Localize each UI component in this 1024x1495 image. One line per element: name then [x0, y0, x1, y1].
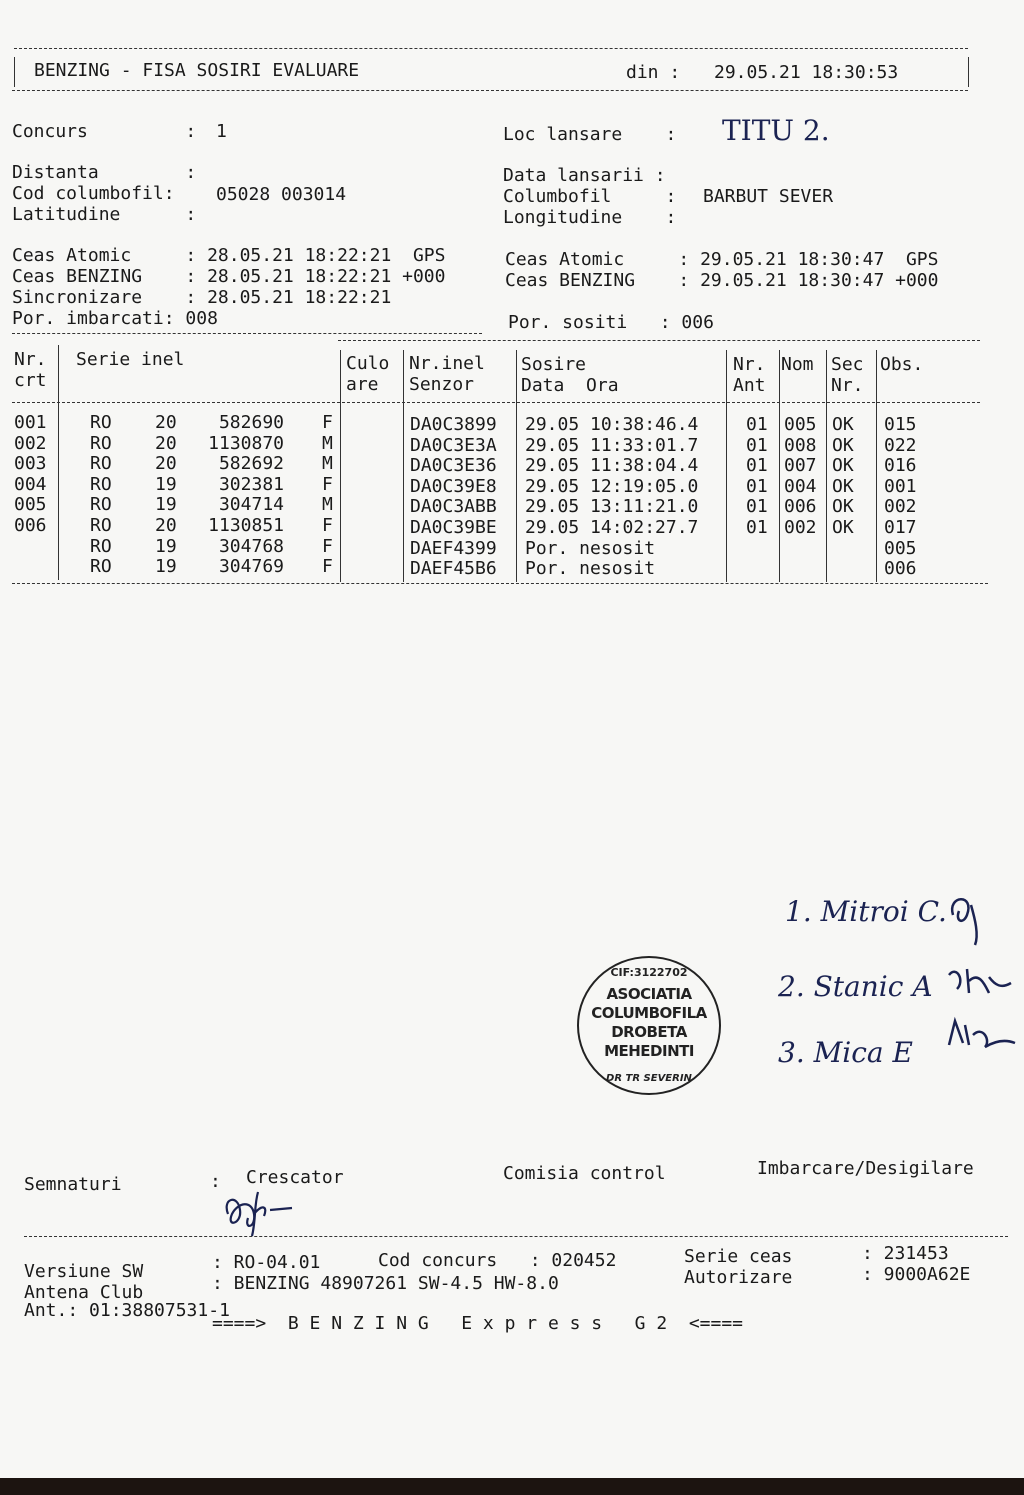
handwritten-entry-1: 1. Mitroi C. [785, 895, 947, 928]
benzing-express-banner: ====> B E N Z I N G E x p r e s s G 2 <==== [212, 1313, 744, 1334]
th-obs: Obs. [880, 354, 924, 375]
right-ceas-benzing: Ceas BENZING : 29.05.21 18:30:47 +000 [505, 270, 939, 291]
comisia-control-label: Comisia control [503, 1163, 666, 1184]
cell-sex: F [322, 556, 333, 578]
cell-nom: 004 [784, 475, 817, 497]
header-right-border [968, 57, 969, 87]
serie-ceas-label: Serie ceas [684, 1246, 793, 1267]
cell-obs: 001 [884, 475, 917, 497]
cell-obs: 015 [884, 414, 917, 435]
cell-senzor: DA0C3ABB [410, 496, 497, 518]
versiune-sw-label: Versiune SW [24, 1261, 144, 1282]
th-sosire-1: Sosire [521, 354, 587, 375]
semnaturi-label: Semnaturi [24, 1174, 122, 1195]
cell-sec: OK [832, 517, 854, 538]
cell-nr-crt: 006 [14, 515, 47, 536]
columbofil-value: BARBUT SEVER [703, 186, 834, 207]
cell-nom: 006 [784, 496, 817, 518]
cell-sex: F [322, 515, 333, 536]
col-border-6 [779, 350, 780, 582]
data-lansarii-label: Data lansarii : [503, 165, 666, 186]
cell-sex: F [322, 412, 333, 433]
stamp-line-3: DROBETA [611, 1023, 687, 1041]
cell-sosire: 29.05 14:02:27.7 [525, 517, 699, 538]
cell-obs: 022 [884, 434, 917, 456]
header-din-label: din : [626, 62, 681, 83]
header-left-border [14, 57, 15, 87]
cell-obs: 002 [884, 496, 917, 518]
cell-obs: 016 [884, 455, 917, 477]
cell-sex: F [322, 535, 333, 557]
antena-club-label: Antena Club [24, 1282, 144, 1303]
cell-nr-crt: 004 [14, 473, 47, 495]
cell-senzor: DA0C39BE [410, 517, 497, 538]
cell-senzor: DA0C3E3A [410, 434, 497, 456]
cell-nr-ant: 01 [746, 517, 768, 538]
cell-sosire: Por. nesosit [525, 537, 656, 559]
cell-sec: OK [832, 496, 854, 518]
col-border-3 [403, 350, 404, 582]
col-border-8 [876, 350, 877, 582]
cell-tara: RO [90, 515, 112, 536]
cell-nr-crt: 001 [14, 412, 47, 433]
concurs-label: Concurs : [12, 121, 197, 142]
th-sec-2: Nr. [831, 375, 864, 396]
th-nr-inel-1: Nr.inel [409, 353, 485, 374]
versiune-sw-value: : RO-04.01 [212, 1252, 321, 1273]
th-nr-inel-2: Senzor [409, 374, 475, 395]
col-border-5 [726, 350, 727, 582]
sincronizare: Sincronizare : 28.05.21 18:22:21 [12, 287, 392, 308]
crescator-label: Crescator [246, 1167, 344, 1188]
cell-an: 19 [155, 535, 177, 557]
ant-number: Ant.: 01:38807531-1 [24, 1300, 230, 1321]
cell-tara: RO [90, 453, 112, 475]
cell-senzor: DA0C3E36 [410, 455, 497, 477]
cell-sec: OK [832, 434, 854, 456]
cod-columbofil-value: 05028 003014 [216, 184, 347, 205]
cell-nr-inel: 582690 [218, 412, 284, 433]
cell-nr-ant: 01 [746, 414, 768, 435]
cell-tara: RO [90, 432, 112, 454]
col-border-1 [58, 345, 59, 580]
cell-sec: OK [832, 475, 854, 497]
cell-nr-crt: 002 [14, 432, 47, 454]
cell-sex: M [322, 494, 333, 516]
th-culoare-1: Culo [346, 353, 390, 374]
columbofil-label: Columbofil : [503, 186, 677, 207]
cell-sosire: 29.05 11:33:01.7 [525, 434, 699, 456]
handwritten-entry-2: 2. Stanic A [778, 970, 933, 1003]
handwritten-entry-3: 3. Mica E [778, 1036, 913, 1069]
left-ceas-benzing: Ceas BENZING : 28.05.21 18:22:21 +000 [12, 266, 446, 287]
cell-sosire: 29.05 11:38:04.4 [525, 455, 699, 477]
latitudine-label: Latitudine : [12, 204, 197, 225]
loc-lansare-label: Loc lansare : [503, 124, 677, 145]
photo-bottom-edge [0, 1478, 1024, 1495]
cell-nom: 007 [784, 455, 817, 477]
th-serie-inel: Serie inel [76, 349, 185, 370]
cell-sec: OK [832, 455, 854, 477]
footer-top-rule [24, 1236, 1008, 1237]
header-top-rule [14, 48, 968, 49]
th-nr-ant-1: Nr. [733, 354, 766, 375]
handwritten-signatures-icon [945, 885, 1024, 1075]
table-bottom-rule [12, 583, 988, 584]
th-nr-ant-2: Ant [733, 375, 766, 396]
th-sec-1: Sec [831, 354, 864, 375]
col-border-4 [516, 350, 517, 582]
header-bottom-rule [12, 90, 968, 91]
antena-club-value: : BENZING 48907261 SW-4.5 HW-8.0 [212, 1273, 559, 1294]
cod-concurs: Cod concurs : 020452 [378, 1250, 617, 1271]
stamp-cif: CIF:3122702 [610, 966, 688, 979]
por-sositi: Por. sositi : 006 [508, 312, 714, 333]
serie-ceas-value: : 231453 [862, 1243, 949, 1264]
cell-nr-inel: 304714 [218, 494, 284, 516]
cell-nr-crt: 003 [14, 453, 47, 475]
cell-an: 19 [155, 494, 177, 516]
cell-obs: 006 [884, 558, 917, 580]
cell-an: 20 [155, 453, 177, 475]
cell-sec: OK [832, 414, 854, 435]
crescator-signature-icon [218, 1184, 298, 1240]
stamp-city: DR TR SEVERIN [606, 1073, 692, 1084]
cell-sex: M [322, 432, 333, 454]
th-nom: Nom [781, 354, 814, 375]
cell-nr-ant: 01 [746, 434, 768, 456]
right-ceas-atomic: Ceas Atomic : 29.05.21 18:30:47 GPS [505, 249, 939, 270]
cell-obs: 005 [884, 537, 917, 559]
cell-an: 20 [155, 515, 177, 536]
th-nr-crt-2: crt [14, 370, 47, 391]
cell-nom: 002 [784, 517, 817, 538]
cell-an: 20 [155, 412, 177, 433]
cell-nr-inel: 1130851 [208, 515, 284, 536]
cell-an: 20 [155, 432, 177, 454]
cell-sex: F [322, 473, 333, 495]
cell-nr-inel: 1130870 [208, 432, 284, 454]
cell-nr-crt: 005 [14, 494, 47, 516]
th-culoare-2: are [346, 374, 379, 395]
cell-an: 19 [155, 556, 177, 578]
stamp-line-4: MEHEDINTI [604, 1042, 694, 1060]
table-header-bottom-rule [12, 402, 980, 403]
cell-tara: RO [90, 556, 112, 578]
table-top-rule-right [338, 340, 980, 341]
cell-senzor: DAEF4399 [410, 537, 497, 559]
col-border-7 [826, 350, 827, 582]
cell-sosire: 29.05 13:11:21.0 [525, 496, 699, 518]
stamp-line-1: ASOCIATIA [606, 985, 692, 1003]
cell-tara: RO [90, 473, 112, 495]
cell-senzor: DAEF45B6 [410, 558, 497, 580]
cod-columbofil-label: Cod columbofil: [12, 183, 175, 204]
cell-nr-inel: 302381 [218, 473, 284, 495]
cell-nr-inel: 304768 [218, 535, 284, 557]
cell-tara: RO [90, 412, 112, 433]
cell-nr-inel: 582692 [218, 453, 284, 475]
imbarcare-desigilare-label: Imbarcare/Desigilare [757, 1158, 974, 1179]
cell-an: 19 [155, 473, 177, 495]
cell-nr-ant: 01 [746, 455, 768, 477]
th-sosire-2: Data Ora [521, 375, 619, 396]
autorizare-label: Autorizare [684, 1267, 793, 1288]
stamp-line-2: COLUMBOFILA [591, 1004, 707, 1022]
cell-tara: RO [90, 494, 112, 516]
concurs-value: 1 [216, 121, 227, 142]
loc-lansare-handwritten: TITU 2. [722, 114, 830, 147]
cell-senzor: DA0C3899 [410, 414, 497, 435]
association-stamp [577, 956, 721, 1095]
autorizare-value: : 9000A62E [862, 1264, 971, 1285]
cell-nr-ant: 01 [746, 496, 768, 518]
table-top-rule-left [12, 333, 482, 334]
cell-tara: RO [90, 535, 112, 557]
cell-sosire: 29.05 10:38:46.4 [525, 414, 699, 435]
cell-nr-ant: 01 [746, 475, 768, 497]
cell-senzor: DA0C39E8 [410, 475, 497, 497]
cell-obs: 017 [884, 517, 917, 538]
th-nr-crt-1: Nr. [14, 349, 47, 370]
report-title: BENZING - FISA SOSIRI EVALUARE [34, 60, 360, 81]
longitudine-label: Longitudine : [503, 207, 677, 228]
semnaturi-colon: : [210, 1171, 221, 1192]
cell-sosire: Por. nesosit [525, 558, 656, 580]
cell-nom: 005 [784, 414, 817, 435]
por-imbarcati: Por. imbarcati: 008 [12, 308, 218, 329]
distanta-label: Distanta : [12, 162, 197, 183]
col-border-2 [340, 350, 341, 582]
cell-nom: 008 [784, 434, 817, 456]
header-datetime: 29.05.21 18:30:53 [714, 62, 899, 83]
left-ceas-atomic: Ceas Atomic : 28.05.21 18:22:21 GPS [12, 245, 446, 266]
cell-nr-inel: 304769 [218, 556, 284, 578]
cell-sex: M [322, 453, 333, 475]
cell-sosire: 29.05 12:19:05.0 [525, 475, 699, 497]
